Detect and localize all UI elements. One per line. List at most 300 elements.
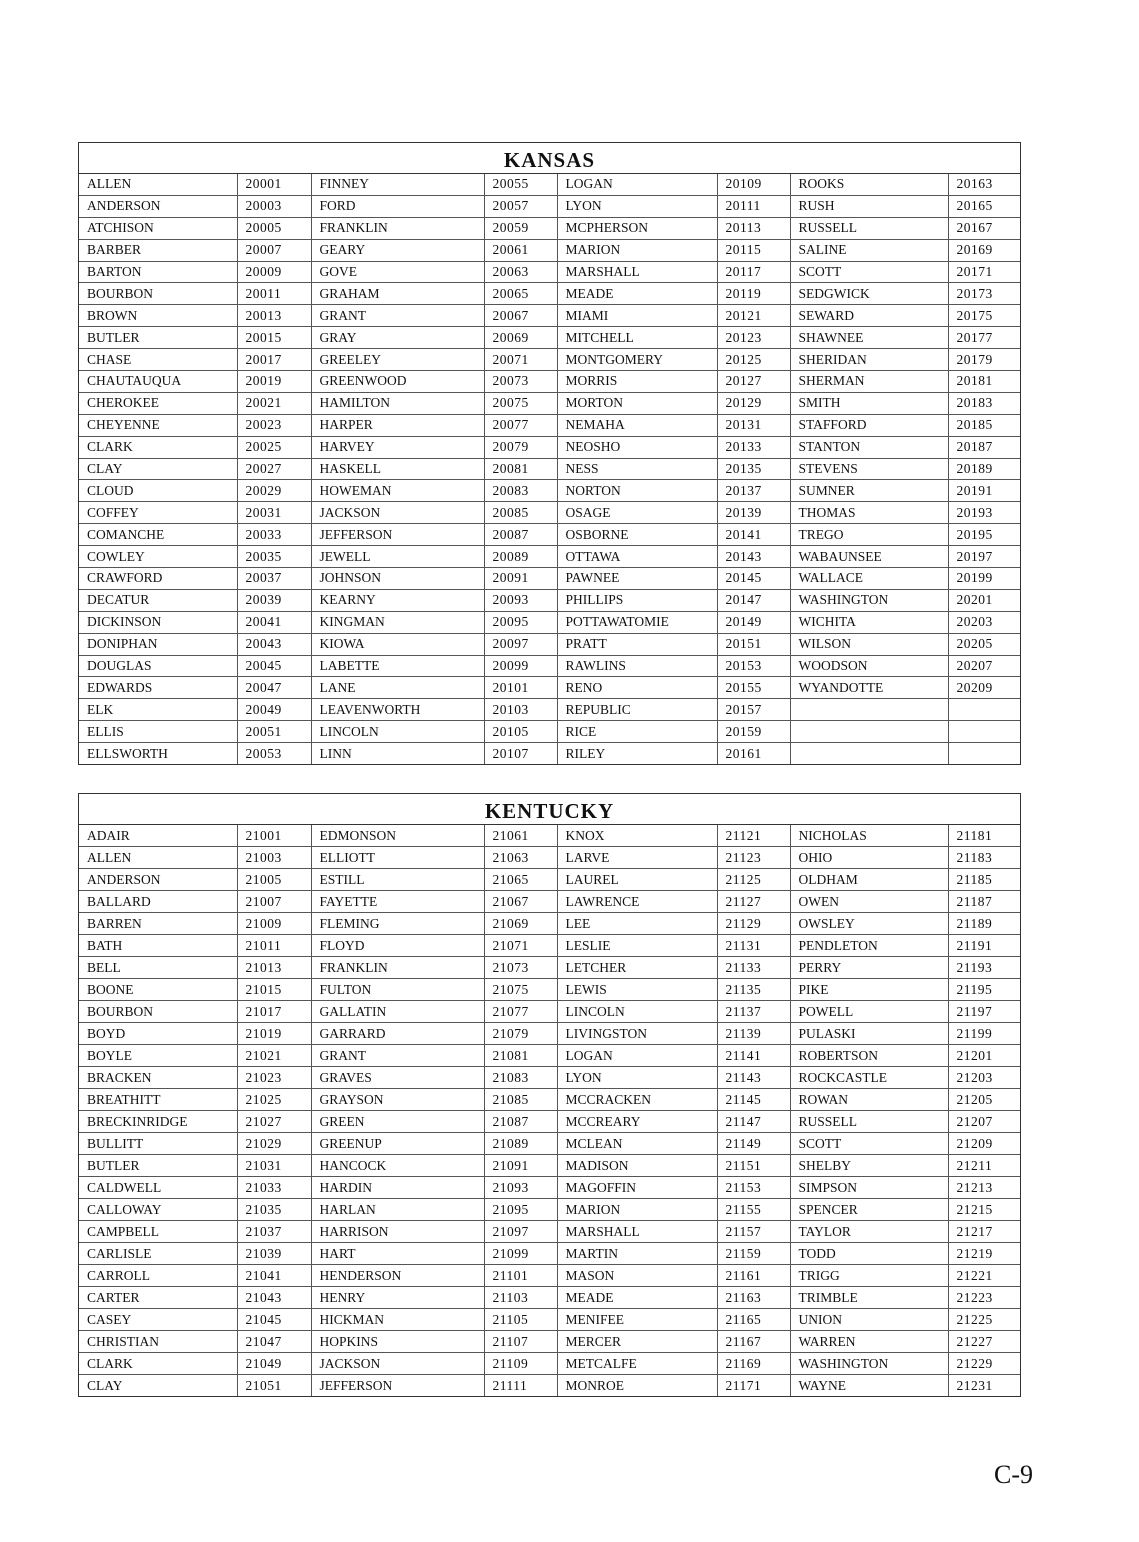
county-name: FINNEY bbox=[311, 174, 484, 195]
table-row bbox=[79, 699, 1020, 721]
table-row bbox=[79, 174, 1020, 195]
county-code: 21135 bbox=[717, 979, 790, 1001]
county-name: THOMAS bbox=[790, 502, 948, 524]
county-code: 21107 bbox=[484, 1331, 557, 1353]
county-code: 21215 bbox=[948, 1199, 1020, 1221]
county-code: 21019 bbox=[237, 1023, 311, 1045]
county-name: FULTON bbox=[311, 979, 484, 1001]
county-code: 20171 bbox=[948, 261, 1020, 283]
county-code: 21161 bbox=[717, 1265, 790, 1287]
county-name: BOURBON bbox=[79, 1001, 237, 1023]
county-name: MIAMI bbox=[557, 305, 717, 327]
table-row bbox=[79, 913, 1020, 935]
county-name: LINCOLN bbox=[557, 1001, 717, 1023]
county-code: 20035 bbox=[237, 546, 311, 568]
county-code: 20165 bbox=[948, 195, 1020, 217]
county-name: STANTON bbox=[790, 436, 948, 458]
county-name: STEVENS bbox=[790, 458, 948, 480]
county-name: WAYNE bbox=[790, 1375, 948, 1397]
county-name: SHELBY bbox=[790, 1155, 948, 1177]
county-name: MITCHELL bbox=[557, 327, 717, 349]
county-code: 21103 bbox=[484, 1287, 557, 1309]
county-code: 20095 bbox=[484, 611, 557, 633]
county-code bbox=[948, 721, 1020, 743]
county-code: 20117 bbox=[717, 261, 790, 283]
county-code: 21079 bbox=[484, 1023, 557, 1045]
table-row bbox=[79, 568, 1020, 590]
county-name: LESLIE bbox=[557, 935, 717, 957]
county-name: RICE bbox=[557, 721, 717, 743]
county-code: 20139 bbox=[717, 502, 790, 524]
table-row bbox=[79, 261, 1020, 283]
county-code: 20009 bbox=[237, 261, 311, 283]
county-code: 21027 bbox=[237, 1111, 311, 1133]
county-name: CASEY bbox=[79, 1309, 237, 1331]
county-name: TAYLOR bbox=[790, 1221, 948, 1243]
county-name: UNION bbox=[790, 1309, 948, 1331]
county-code: 20193 bbox=[948, 502, 1020, 524]
county-code: 21047 bbox=[237, 1331, 311, 1353]
county-code: 21217 bbox=[948, 1221, 1020, 1243]
county-code: 21197 bbox=[948, 1001, 1020, 1023]
county-name: CLAY bbox=[79, 458, 237, 480]
county-name: MCCREARY bbox=[557, 1111, 717, 1133]
county-name: ROCKCASTLE bbox=[790, 1067, 948, 1089]
county-code: 20053 bbox=[237, 743, 311, 764]
county-code: 20197 bbox=[948, 546, 1020, 568]
county-name: FLEMING bbox=[311, 913, 484, 935]
table-row bbox=[79, 743, 1020, 764]
county-name: NICHOLAS bbox=[790, 825, 948, 847]
table-row bbox=[79, 847, 1020, 869]
county-name: RUSSELL bbox=[790, 217, 948, 239]
county-name: TODD bbox=[790, 1243, 948, 1265]
county-name: METCALFE bbox=[557, 1353, 717, 1375]
county-name: CLAY bbox=[79, 1375, 237, 1397]
county-code: 21041 bbox=[237, 1265, 311, 1287]
county-name: PERRY bbox=[790, 957, 948, 979]
table-row bbox=[79, 979, 1020, 1001]
county-name: HANCOCK bbox=[311, 1155, 484, 1177]
county-code: 20155 bbox=[717, 677, 790, 699]
county-code: 20137 bbox=[717, 480, 790, 502]
county-code: 20151 bbox=[717, 633, 790, 655]
county-name: DOUGLAS bbox=[79, 655, 237, 677]
county-code: 20049 bbox=[237, 699, 311, 721]
county-name: HENRY bbox=[311, 1287, 484, 1309]
county-code: 21069 bbox=[484, 913, 557, 935]
county-code: 20023 bbox=[237, 414, 311, 436]
county-code: 21121 bbox=[717, 825, 790, 847]
table-row bbox=[79, 611, 1020, 633]
county-code: 20109 bbox=[717, 174, 790, 195]
county-name: GOVE bbox=[311, 261, 484, 283]
county-code: 21037 bbox=[237, 1221, 311, 1243]
county-name: WASHINGTON bbox=[790, 1353, 948, 1375]
county-code: 20017 bbox=[237, 349, 311, 371]
county-code: 20199 bbox=[948, 568, 1020, 590]
county-name: DECATUR bbox=[79, 589, 237, 611]
county-code: 21017 bbox=[237, 1001, 311, 1023]
county-code: 21205 bbox=[948, 1089, 1020, 1111]
county-code: 20067 bbox=[484, 305, 557, 327]
county-name: TRIGG bbox=[790, 1265, 948, 1287]
table-row bbox=[79, 502, 1020, 524]
county-code: 21063 bbox=[484, 847, 557, 869]
county-code: 20169 bbox=[948, 239, 1020, 261]
county-code: 20125 bbox=[717, 349, 790, 371]
county-code: 20187 bbox=[948, 436, 1020, 458]
county-name: BARBER bbox=[79, 239, 237, 261]
county-name: SEWARD bbox=[790, 305, 948, 327]
county-grid bbox=[79, 825, 1020, 1396]
county-name: WILSON bbox=[790, 633, 948, 655]
county-code: 21061 bbox=[484, 825, 557, 847]
county-code: 21015 bbox=[237, 979, 311, 1001]
county-code: 21087 bbox=[484, 1111, 557, 1133]
county-code: 21145 bbox=[717, 1089, 790, 1111]
county-name: MENIFEE bbox=[557, 1309, 717, 1331]
county-code: 21227 bbox=[948, 1331, 1020, 1353]
county-name: TRIMBLE bbox=[790, 1287, 948, 1309]
county-code: 20107 bbox=[484, 743, 557, 764]
table-row bbox=[79, 677, 1020, 699]
county-name: LYON bbox=[557, 1067, 717, 1089]
county-code: 20189 bbox=[948, 458, 1020, 480]
county-code: 20203 bbox=[948, 611, 1020, 633]
county-code: 20011 bbox=[237, 283, 311, 305]
county-code: 21043 bbox=[237, 1287, 311, 1309]
county-code: 21213 bbox=[948, 1177, 1020, 1199]
table-row bbox=[79, 891, 1020, 913]
county-name: BATH bbox=[79, 935, 237, 957]
kansas-county-table bbox=[78, 142, 1021, 765]
county-code: 21111 bbox=[484, 1375, 557, 1397]
table-row bbox=[79, 957, 1020, 979]
county-name: SIMPSON bbox=[790, 1177, 948, 1199]
county-code: 21093 bbox=[484, 1177, 557, 1199]
county-name: CRAWFORD bbox=[79, 568, 237, 590]
county-name: COWLEY bbox=[79, 546, 237, 568]
table-row bbox=[79, 655, 1020, 677]
county-name: ELLSWORTH bbox=[79, 743, 237, 764]
county-name: ADAIR bbox=[79, 825, 237, 847]
county-code: 20075 bbox=[484, 392, 557, 414]
county-name: ANDERSON bbox=[79, 195, 237, 217]
county-code: 20069 bbox=[484, 327, 557, 349]
county-name: BOURBON bbox=[79, 283, 237, 305]
county-name: LYON bbox=[557, 195, 717, 217]
table-row bbox=[79, 1155, 1020, 1177]
state-title-kansas: KANSAS bbox=[79, 143, 1020, 174]
county-name: GREENWOOD bbox=[311, 371, 484, 393]
table-row bbox=[79, 1023, 1020, 1045]
table-row bbox=[79, 1221, 1020, 1243]
county-name: SHAWNEE bbox=[790, 327, 948, 349]
county-name: JACKSON bbox=[311, 502, 484, 524]
county-code: 20057 bbox=[484, 195, 557, 217]
table-row bbox=[79, 239, 1020, 261]
county-code: 21033 bbox=[237, 1177, 311, 1199]
county-code: 21167 bbox=[717, 1331, 790, 1353]
county-name: GREENUP bbox=[311, 1133, 484, 1155]
county-name: LINN bbox=[311, 743, 484, 764]
county-name: GRAHAM bbox=[311, 283, 484, 305]
county-code: 21229 bbox=[948, 1353, 1020, 1375]
county-name: LEAVENWORTH bbox=[311, 699, 484, 721]
county-code: 21165 bbox=[717, 1309, 790, 1331]
county-code: 21045 bbox=[237, 1309, 311, 1331]
county-name: PRATT bbox=[557, 633, 717, 655]
table-row bbox=[79, 546, 1020, 568]
county-name: FRANKLIN bbox=[311, 217, 484, 239]
county-name: PIKE bbox=[790, 979, 948, 1001]
county-code: 21193 bbox=[948, 957, 1020, 979]
county-code: 20175 bbox=[948, 305, 1020, 327]
county-name: MADISON bbox=[557, 1155, 717, 1177]
county-name: SMITH bbox=[790, 392, 948, 414]
county-code: 21091 bbox=[484, 1155, 557, 1177]
county-name: JOHNSON bbox=[311, 568, 484, 590]
county-name: BOYLE bbox=[79, 1045, 237, 1067]
county-name: DICKINSON bbox=[79, 611, 237, 633]
county-name: NESS bbox=[557, 458, 717, 480]
county-name: ROWAN bbox=[790, 1089, 948, 1111]
table-row bbox=[79, 349, 1020, 371]
county-code: 20105 bbox=[484, 721, 557, 743]
county-code: 21089 bbox=[484, 1133, 557, 1155]
county-code: 21181 bbox=[948, 825, 1020, 847]
county-code: 21129 bbox=[717, 913, 790, 935]
county-code: 20013 bbox=[237, 305, 311, 327]
county-name: HOWEMAN bbox=[311, 480, 484, 502]
county-code: 21085 bbox=[484, 1089, 557, 1111]
county-name: HARRISON bbox=[311, 1221, 484, 1243]
county-code: 21023 bbox=[237, 1067, 311, 1089]
county-name: GREEN bbox=[311, 1111, 484, 1133]
county-name: BARREN bbox=[79, 913, 237, 935]
table-row bbox=[79, 195, 1020, 217]
county-code: 20113 bbox=[717, 217, 790, 239]
county-name: SCOTT bbox=[790, 1133, 948, 1155]
county-code: 20085 bbox=[484, 502, 557, 524]
county-name: NEOSHO bbox=[557, 436, 717, 458]
county-name: CARTER bbox=[79, 1287, 237, 1309]
county-name: CALLOWAY bbox=[79, 1199, 237, 1221]
county-name: OHIO bbox=[790, 847, 948, 869]
county-name: LEWIS bbox=[557, 979, 717, 1001]
county-name: MARION bbox=[557, 239, 717, 261]
county-code: 20209 bbox=[948, 677, 1020, 699]
county-code: 20047 bbox=[237, 677, 311, 699]
county-code: 21039 bbox=[237, 1243, 311, 1265]
county-name: BULLITT bbox=[79, 1133, 237, 1155]
county-code: 20183 bbox=[948, 392, 1020, 414]
county-name: WALLACE bbox=[790, 568, 948, 590]
county-name: BUTLER bbox=[79, 327, 237, 349]
county-name: CHEYENNE bbox=[79, 414, 237, 436]
table-row bbox=[79, 869, 1020, 891]
county-name: GRAYSON bbox=[311, 1089, 484, 1111]
county-name: GARRARD bbox=[311, 1023, 484, 1045]
county-code: 21159 bbox=[717, 1243, 790, 1265]
county-name: ROBERTSON bbox=[790, 1045, 948, 1067]
county-name: NORTON bbox=[557, 480, 717, 502]
county-name: BRACKEN bbox=[79, 1067, 237, 1089]
state-title-kentucky: KENTUCKY bbox=[79, 794, 1020, 825]
table-row bbox=[79, 458, 1020, 480]
county-name: MCCRACKEN bbox=[557, 1089, 717, 1111]
county-name: CLARK bbox=[79, 436, 237, 458]
county-code: 21183 bbox=[948, 847, 1020, 869]
table-row bbox=[79, 825, 1020, 847]
county-code: 20051 bbox=[237, 721, 311, 743]
county-code: 21157 bbox=[717, 1221, 790, 1243]
county-code: 20147 bbox=[717, 589, 790, 611]
county-name: GREELEY bbox=[311, 349, 484, 371]
county-name: LIVINGSTON bbox=[557, 1023, 717, 1045]
county-code: 21051 bbox=[237, 1375, 311, 1397]
county-code: 21009 bbox=[237, 913, 311, 935]
county-code: 21225 bbox=[948, 1309, 1020, 1331]
county-code: 21201 bbox=[948, 1045, 1020, 1067]
county-name: FAYETTE bbox=[311, 891, 484, 913]
county-code: 21149 bbox=[717, 1133, 790, 1155]
county-code: 20121 bbox=[717, 305, 790, 327]
county-code: 21207 bbox=[948, 1111, 1020, 1133]
county-name: SPENCER bbox=[790, 1199, 948, 1221]
county-name: POTTAWATOMIE bbox=[557, 611, 717, 633]
county-name: KNOX bbox=[557, 825, 717, 847]
county-code: 21143 bbox=[717, 1067, 790, 1089]
county-code: 21101 bbox=[484, 1265, 557, 1287]
county-code: 20127 bbox=[717, 371, 790, 393]
county-name: CHEROKEE bbox=[79, 392, 237, 414]
county-name: PAWNEE bbox=[557, 568, 717, 590]
county-code: 20173 bbox=[948, 283, 1020, 305]
county-name: MORTON bbox=[557, 392, 717, 414]
county-name: PHILLIPS bbox=[557, 589, 717, 611]
county-code: 20191 bbox=[948, 480, 1020, 502]
county-name: LEE bbox=[557, 913, 717, 935]
county-code: 20177 bbox=[948, 327, 1020, 349]
county-name: JEWELL bbox=[311, 546, 484, 568]
table-row bbox=[79, 392, 1020, 414]
table-row bbox=[79, 633, 1020, 655]
county-name: REPUBLIC bbox=[557, 699, 717, 721]
county-code: 20033 bbox=[237, 524, 311, 546]
county-name: KEARNY bbox=[311, 589, 484, 611]
county-name: RUSSELL bbox=[790, 1111, 948, 1133]
county-code: 20025 bbox=[237, 436, 311, 458]
county-name: FORD bbox=[311, 195, 484, 217]
county-code: 21025 bbox=[237, 1089, 311, 1111]
county-name: BOYD bbox=[79, 1023, 237, 1045]
county-name: NEMAHA bbox=[557, 414, 717, 436]
county-name: MARSHALL bbox=[557, 1221, 717, 1243]
county-code: 20167 bbox=[948, 217, 1020, 239]
county-name: ALLEN bbox=[79, 847, 237, 869]
county-name: GRANT bbox=[311, 1045, 484, 1067]
county-code: 21127 bbox=[717, 891, 790, 913]
county-name: MASON bbox=[557, 1265, 717, 1287]
table-row bbox=[79, 1375, 1020, 1397]
county-name: FLOYD bbox=[311, 935, 484, 957]
table-row bbox=[79, 1353, 1020, 1375]
county-code: 20077 bbox=[484, 414, 557, 436]
county-name: LARVE bbox=[557, 847, 717, 869]
county-code: 20129 bbox=[717, 392, 790, 414]
county-code: 21049 bbox=[237, 1353, 311, 1375]
county-name: OWEN bbox=[790, 891, 948, 913]
county-code: 20045 bbox=[237, 655, 311, 677]
county-name: MEADE bbox=[557, 283, 717, 305]
county-code: 20059 bbox=[484, 217, 557, 239]
table-row bbox=[79, 414, 1020, 436]
county-code: 20079 bbox=[484, 436, 557, 458]
county-code: 20007 bbox=[237, 239, 311, 261]
county-code: 21223 bbox=[948, 1287, 1020, 1309]
table-row bbox=[79, 1331, 1020, 1353]
county-name: CLOUD bbox=[79, 480, 237, 502]
county-name: SALINE bbox=[790, 239, 948, 261]
county-name: WICHITA bbox=[790, 611, 948, 633]
county-name: WYANDOTTE bbox=[790, 677, 948, 699]
county-name: KIOWA bbox=[311, 633, 484, 655]
county-name: LAWRENCE bbox=[557, 891, 717, 913]
county-name: COFFEY bbox=[79, 502, 237, 524]
table-row bbox=[79, 1243, 1020, 1265]
county-code: 21075 bbox=[484, 979, 557, 1001]
county-code: 20143 bbox=[717, 546, 790, 568]
county-name: LAUREL bbox=[557, 869, 717, 891]
county-name: SEDGWICK bbox=[790, 283, 948, 305]
county-code: 21013 bbox=[237, 957, 311, 979]
county-code: 20005 bbox=[237, 217, 311, 239]
county-name: OTTAWA bbox=[557, 546, 717, 568]
county-name: BUTLER bbox=[79, 1155, 237, 1177]
county-name bbox=[790, 743, 948, 764]
county-name: MARION bbox=[557, 1199, 717, 1221]
county-code: 21067 bbox=[484, 891, 557, 913]
county-name: LINCOLN bbox=[311, 721, 484, 743]
county-code: 21097 bbox=[484, 1221, 557, 1243]
county-code: 20055 bbox=[484, 174, 557, 195]
county-code: 20027 bbox=[237, 458, 311, 480]
county-code: 20083 bbox=[484, 480, 557, 502]
county-name: OSBORNE bbox=[557, 524, 717, 546]
county-name: ELK bbox=[79, 699, 237, 721]
county-name bbox=[790, 721, 948, 743]
county-name: HART bbox=[311, 1243, 484, 1265]
county-code: 21071 bbox=[484, 935, 557, 957]
county-code: 20039 bbox=[237, 589, 311, 611]
county-code: 21219 bbox=[948, 1243, 1020, 1265]
county-code: 20099 bbox=[484, 655, 557, 677]
county-code: 21095 bbox=[484, 1199, 557, 1221]
county-code: 21029 bbox=[237, 1133, 311, 1155]
county-code: 21209 bbox=[948, 1133, 1020, 1155]
county-name: GRAY bbox=[311, 327, 484, 349]
county-code: 21151 bbox=[717, 1155, 790, 1177]
county-name: HICKMAN bbox=[311, 1309, 484, 1331]
county-name: HENDERSON bbox=[311, 1265, 484, 1287]
table-row bbox=[79, 327, 1020, 349]
table-row bbox=[79, 1177, 1020, 1199]
page-number: C-9 bbox=[994, 1460, 1033, 1489]
county-grid bbox=[79, 174, 1020, 764]
county-name: TREGO bbox=[790, 524, 948, 546]
